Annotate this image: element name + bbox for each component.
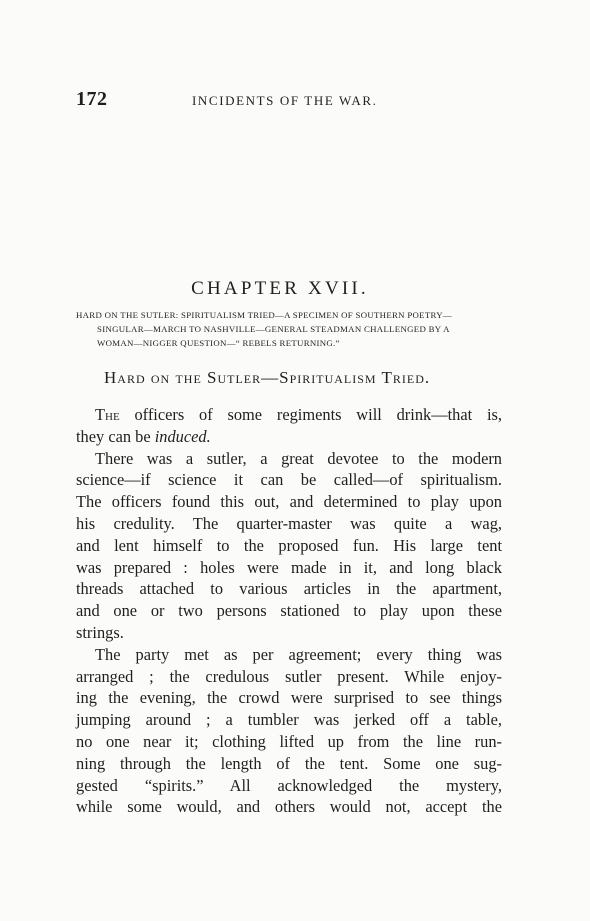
- text-line: science—if science it can be called—of spiritualism.: [76, 470, 502, 490]
- text-line: jumping around ; a tumbler was jerked off a table,: [76, 710, 502, 730]
- text-line: There was a sutler, a great devotee to the modern: [95, 448, 502, 468]
- chapter-synopsis: [76, 308, 508, 350]
- section-heading: Hard on the Sutler—Spiritualism Tried.: [104, 368, 431, 387]
- chapter-title: CHAPTER XVII.: [191, 278, 369, 299]
- text-line: and one or two persons stationed to play upon these: [76, 601, 502, 621]
- text-line: his credulity. The quarter-master was quite a wag,: [76, 513, 502, 533]
- text-line: no one near it; clothing lifted up from the line run-: [76, 731, 502, 751]
- running-head: [76, 88, 506, 112]
- text-line: The officers found this out, and determined to play upon: [76, 492, 502, 512]
- page-number: 172: [76, 88, 108, 110]
- text-line: [76, 426, 502, 448]
- running-title: INCIDENTS OF THE WAR.: [192, 93, 378, 108]
- text-line: strings.: [76, 622, 124, 642]
- text-segment: they can be: [76, 426, 155, 446]
- text-line: The party met as per agreement; every thing was: [95, 644, 502, 664]
- synopsis-line: HARD ON THE SUTLER: SPIRITUALISM TRIED—A SPECIMEN OF SOUTHERN POETRY—: [76, 310, 452, 320]
- text-line: was prepared : holes were made in it, and long black: [76, 557, 502, 577]
- text-line: while some would, and others would not, accept the: [76, 797, 502, 817]
- text-line: ing the evening, the crowd were surprised to see things: [76, 688, 502, 708]
- body-text: [76, 404, 502, 818]
- synopsis-line: SINGULAR—MARCH TO NASHVILLE—GENERAL STEADMAN CHALLENGED BY A: [97, 324, 450, 334]
- text-segment: officers of some regiments will drink—that is,: [119, 405, 502, 424]
- text-line: threads attached to various articles in the apartment,: [76, 579, 502, 599]
- text-line: gested “spirits.” All acknowledged the mystery,: [76, 775, 502, 795]
- text-line: and lent himself to the proposed fun. His large tent: [76, 535, 502, 555]
- text-line: [76, 404, 502, 426]
- lead-word: The: [95, 405, 120, 424]
- text-line: arranged ; the credulous sutler present. While enjoy-: [76, 666, 502, 686]
- synopsis-line: WOMAN—NIGGER QUESTION—“ REBELS RETURNING.”: [97, 338, 340, 348]
- emphasis-text: induced.: [154, 426, 211, 446]
- text-line: ning through the length of the tent. Some one sug-: [76, 753, 502, 773]
